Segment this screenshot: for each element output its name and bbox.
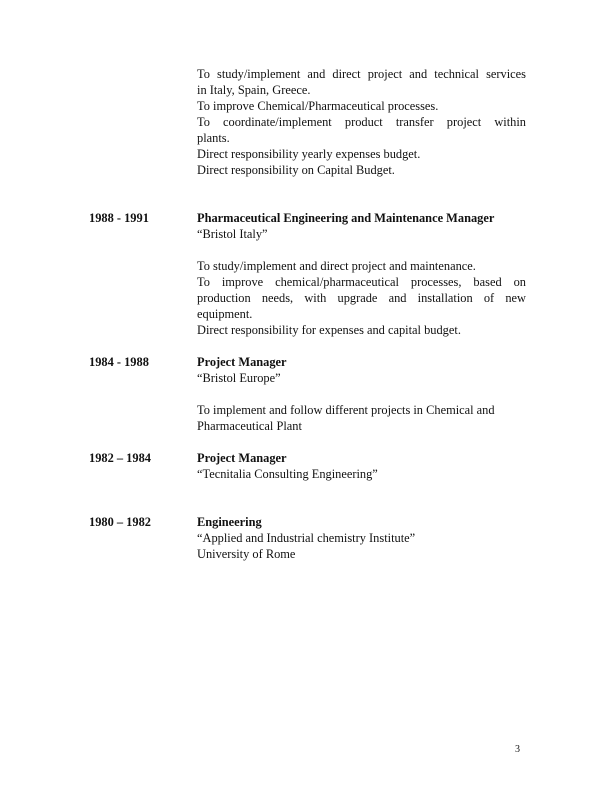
intro-line: To improve Chemical/Pharmaceutical processes. xyxy=(197,99,439,113)
entry-line: To study/implement and direct project and maintenance. xyxy=(197,259,476,273)
entry-company: “Bristol Italy” xyxy=(197,227,268,241)
spacer xyxy=(197,386,526,402)
entry-line: equipment. xyxy=(197,307,253,321)
intro-line: plants. xyxy=(197,131,230,145)
entry-1980-1982 xyxy=(197,514,526,562)
entry-1988-1991 xyxy=(197,210,526,338)
entry-title: Engineering xyxy=(197,515,262,529)
intro-responsibilities xyxy=(197,66,526,178)
entry-title: Project Manager xyxy=(197,355,287,369)
entry-line: To improve chemical/pharmaceutical processes, based on xyxy=(197,275,526,289)
entry-1984-1988 xyxy=(197,354,526,434)
entry-company: “Tecnitalia Consulting Engineering” xyxy=(197,467,378,481)
entry-title: Pharmaceutical Engineering and Maintenance Manager xyxy=(197,211,495,225)
entry-title: Project Manager xyxy=(197,451,287,465)
entry-date: 1980 – 1982 xyxy=(89,515,151,529)
spacer xyxy=(197,242,526,258)
entry-line: Pharmaceutical Plant xyxy=(197,419,302,433)
entry-line: To implement and follow different projects in Chemical and xyxy=(197,403,495,417)
entry-date: 1982 – 1984 xyxy=(89,451,151,465)
entry-company: “Applied and Industrial chemistry Institute” xyxy=(197,531,416,545)
intro-line: To coordinate/implement product transfer project within xyxy=(197,115,526,129)
entry-company: “Bristol Europe” xyxy=(197,371,281,385)
intro-line: To study/implement and direct project and technical services xyxy=(197,67,526,81)
intro-line: Direct responsibility yearly expenses budget. xyxy=(197,147,421,161)
entry-line: Direct responsibility for expenses and capital budget. xyxy=(197,323,461,337)
entry-date: 1988 - 1991 xyxy=(89,211,149,225)
entry-line: production needs, with upgrade and installation of new xyxy=(197,291,526,305)
entry-institution: University of Rome xyxy=(197,547,296,561)
page-number: 3 xyxy=(515,744,520,755)
entry-date: 1984 - 1988 xyxy=(89,355,149,369)
intro-line: in Italy, Spain, Greece. xyxy=(197,83,311,97)
entry-1982-1984 xyxy=(197,450,526,482)
intro-line: Direct responsibility on Capital Budget. xyxy=(197,163,395,177)
